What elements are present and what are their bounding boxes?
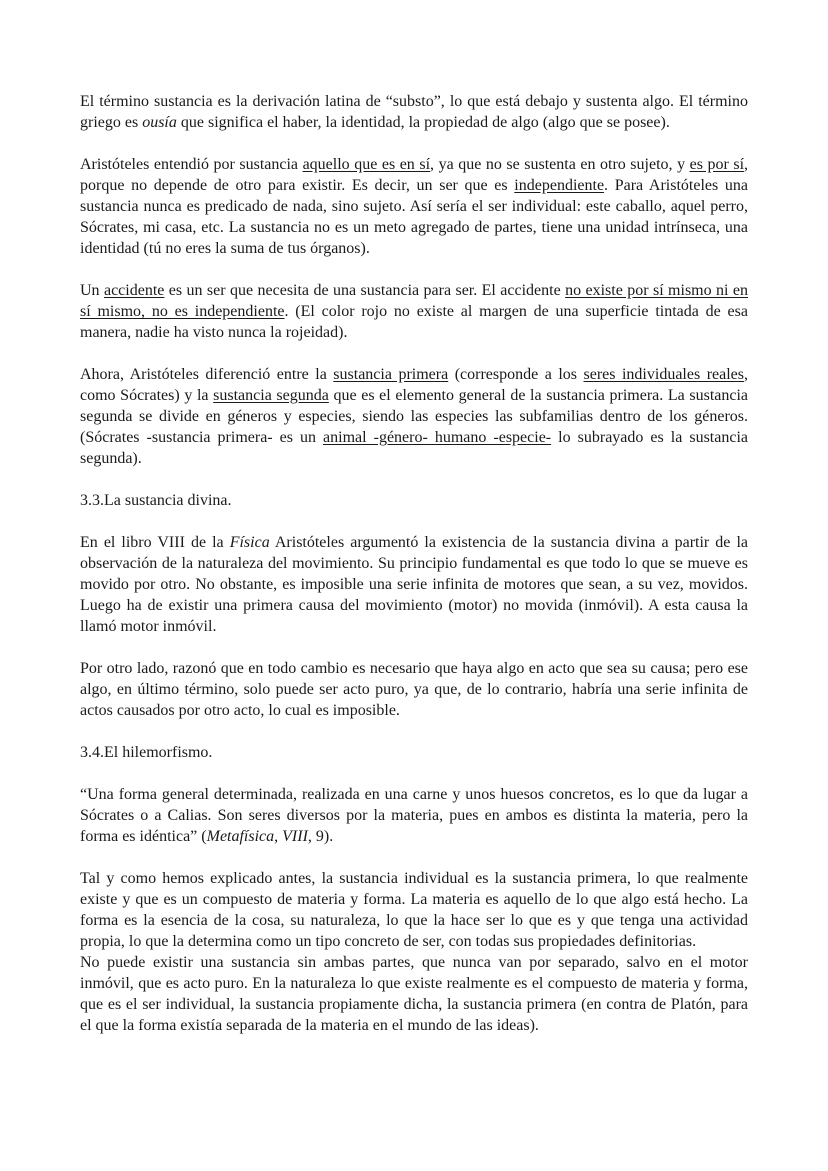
underlined-text: accidente: [103, 282, 165, 299]
text-segment: En el libro VIII de la: [80, 534, 230, 551]
text-segment: “Una forma general determinada, realizada en una carne y unos huesos concretos, es lo que da lugar a Sócrates o a Calias. Son seres diversos por la materia, pues en ambos es distinta la materia, pero la forma es idéntica” (: [80, 786, 748, 845]
underlined-text: seres individuales reales: [583, 366, 744, 383]
paragraph: [80, 154, 748, 259]
text-segment: ,: [274, 828, 283, 845]
underlined-text: no existe por sí mismo ni en sí mismo, no es independiente: [80, 282, 748, 320]
text-segment: 3.4.El hilemorfismo.: [80, 744, 213, 761]
text-segment: Aristóteles entendió por sustancia: [80, 156, 303, 173]
text-segment: Por otro lado, razonó que en todo cambio es necesario que haya algo en acto que sea su causa; pero ese algo, en último término, solo puede ser acto puro, ya que, de lo contrario, habría una serie infinita de actos causados por otro acto, lo cual es imposible.: [80, 660, 748, 719]
text-segment: . Para Aristóteles una sustancia nunca es predicado de nada, sino sujeto. Así sería el ser individual: este caballo, aquel perro, Sócrates, mi casa, etc. La sustancia no es un meto agregado de partes, tiene una unidad intrínseca, una identidad (tú no eres la suma de tus órganos).: [80, 177, 749, 257]
underlined-text: sustancia primera: [333, 366, 449, 383]
text-segment: . (El color rojo no existe al margen de una superficie tintada de esa manera, nadie ha visto nunca la rojeidad).: [80, 303, 748, 341]
italic-text: Metafísica: [206, 828, 275, 845]
underlined-text: animal -género- humano -especie-: [323, 429, 552, 446]
text-segment: Ahora, Aristóteles diferenció entre la: [80, 366, 334, 383]
text-segment: Tal y como hemos explicado antes, la sustancia individual es la sustancia primera, lo que realmente existe y que es un compuesto de materia y forma. La materia es aquello de lo que algo está hecho. La forma es la esencia de la cosa, su naturaleza, lo que la hace ser lo que es y que tenga una actividad propia, lo que la determina como un tipo concreto de ser, con todas sus propiedades definitorias.: [80, 870, 748, 950]
underlined-text: es por sí: [689, 156, 745, 173]
underlined-text: independiente: [514, 177, 605, 194]
text-segment: Aristóteles argumentó la existencia de la sustancia divina a partir de la observación de la naturaleza del movimiento. Su principio fundamental es que todo lo que se mueve es movido por otro. No obstante, es imposible una serie infinita de motores que sean, a su vez, movidos. Luego ha de existir una primera causa del movimiento (motor) no movida (inmóvil). A esta causa la llamó motor inmóvil.: [80, 534, 748, 635]
paragraph: [80, 952, 748, 1036]
text-segment: , 9).: [307, 828, 334, 845]
paragraph: [80, 364, 748, 469]
text-segment: Un: [80, 282, 104, 299]
paragraph: [80, 280, 748, 343]
paragraph: [80, 658, 748, 721]
section-heading: [80, 490, 748, 511]
text-segment: que es el elemento general de la sustancia primera. La sustancia segunda se divide en géneros y especies, siendo las especies las subfamilias dentro de los géneros. (Sócrates -sustancia primera- es un: [80, 387, 749, 446]
italic-text: ousía: [142, 114, 177, 131]
text-segment: El término sustancia es la derivación latina de “substo”, lo que está debajo y sustenta algo. El término griego es: [80, 93, 748, 131]
text-segment: No puede existir una sustancia sin ambas partes, que nunca van por separado, salvo en el motor inmóvil, que es acto puro. En la naturaleza lo que existe realmente es el compuesto de materia y forma, que es el ser individual, la sustancia propiamente dicha, la sustancia primera (en contra de Platón, para el que la forma existía separada de la materia en el mundo de las ideas).: [80, 954, 748, 1034]
text-segment: , como Sócrates) y la: [80, 366, 748, 404]
text-segment: 3.3.La sustancia divina.: [80, 492, 232, 509]
italic-text: Física: [229, 534, 270, 551]
text-segment: , ya que no se sustenta en otro sujeto, y: [430, 156, 690, 173]
text-segment: es un ser que necesita de una sustancia para ser. El accidente: [164, 282, 566, 299]
paragraph: [80, 532, 748, 637]
section-heading: [80, 742, 748, 763]
underlined-text: aquello que es en sí: [302, 156, 431, 173]
underlined-text: sustancia segunda: [213, 387, 329, 404]
italic-text: VIII: [282, 828, 308, 845]
paragraph: [80, 91, 748, 133]
paragraph: [80, 868, 748, 952]
text-segment: que significa el haber, la identidad, la propiedad de algo (algo que se posee).: [176, 114, 670, 131]
text-segment: lo subrayado es la sustancia segunda).: [80, 429, 748, 467]
paragraph: [80, 784, 748, 847]
text-segment: (corresponde a los: [448, 366, 584, 383]
text-segment: , porque no depende de otro para existir. Es decir, un ser que es: [80, 156, 749, 194]
